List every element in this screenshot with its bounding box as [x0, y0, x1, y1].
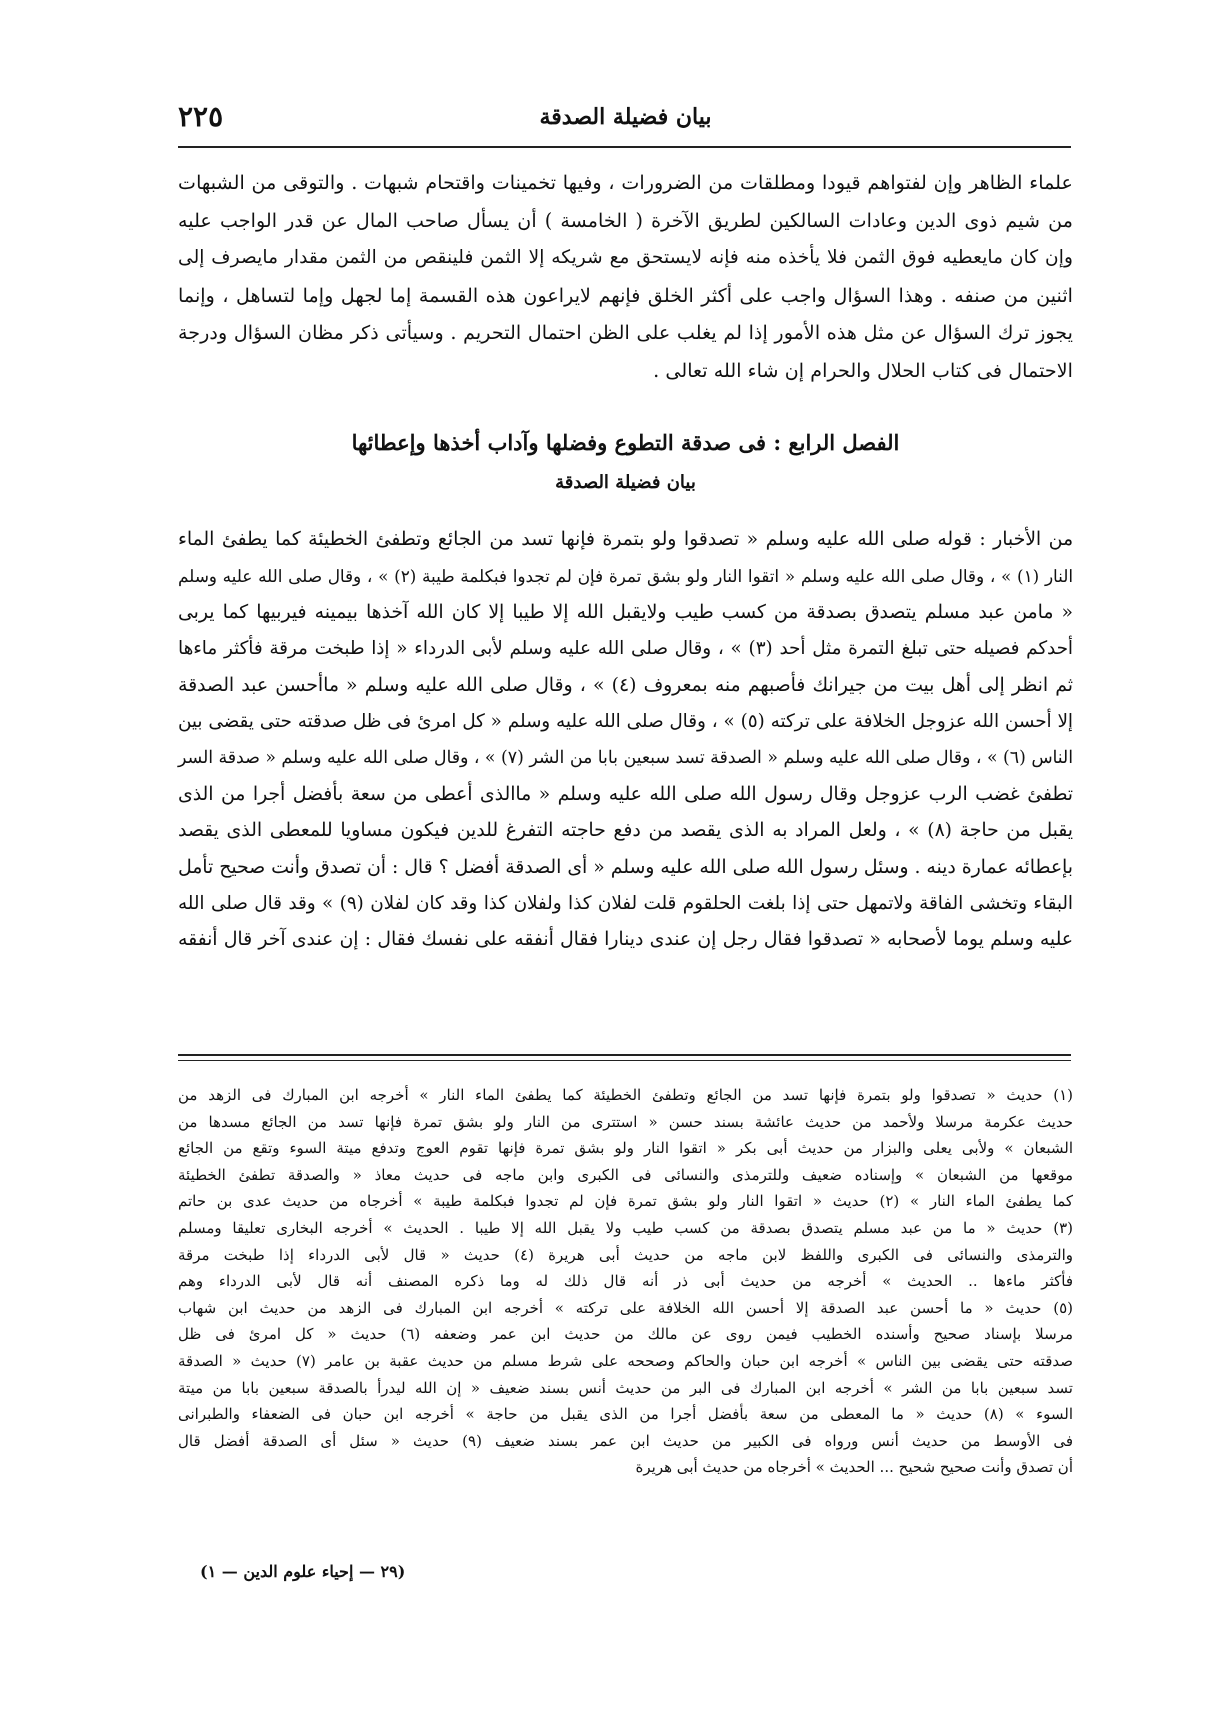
text-line: الاحتمال فى كتاب الحلال والحرام إن شاء الله تعالى .: [653, 358, 1073, 382]
footnote-line: (٣) حديث « ما من عبد مسلم يتصدق بصدقة من كسب طيب ولا يقبل الله إلا طيبا . الحديث » أخرجه البخارى تعليقا ومسلم: [178, 1218, 1073, 1237]
footnote-rule: [178, 1054, 1071, 1061]
footnote-line: فأكثر ماءها .. الحديث » أخرجه من حديث أبى ذر أنه قال ذلك له وما ذكره المصنف أنه قال لأبى الدرداء وهم: [178, 1272, 1073, 1291]
footnote-line: تسد سبعين بابا من الشر » أخرجه ابن المبارك فى البر من حديث أنس بسند ضعيف « إن الله ليدرأ بالصدقة سبعين بابا من ميتة: [178, 1378, 1073, 1397]
section-subheading: بيان فضيلة الصدقة: [555, 472, 696, 493]
text-line: من الأخبار : قوله صلى الله عليه وسلم « تصدقوا ولو بتمرة فإنها تسد من الجائع وتطفئ الخطيئة كما يطفئ الماء: [178, 529, 1073, 550]
text-line: تطفئ غضب الرب عزوجل وقال رسول الله صلى الله عليه وسلم « ماالذى أعطى من سعة بأفضل أجرا من الذى: [178, 783, 1073, 805]
running-header: [178, 100, 1073, 140]
footnote-line: صدقته حتى يقضى بين الناس » أخرجه ابن حبان والحاكم وصححه على شرط مسلم من حديث عقبة بن عامر (٧) حديث « الصدقة: [178, 1351, 1073, 1370]
page-number: ٢٢٥: [178, 100, 224, 133]
body-paragraph-top: [178, 164, 1073, 389]
footnote-line: كما يطفئ الماء النار » (٢) حديث « اتقوا النار ولو بشق تمرة فإن لم تجدوا فبكلمة طيبة » أخرجاه من حديث عدى بن حاتم: [178, 1192, 1074, 1211]
text-line: وإن كان مايعطيه فوق الثمن فلا يأخذه منه فإنه لايستحق مع شريكه إلا الثمن فلينقص من الثمن مقدار مايصرف إلى: [178, 247, 1073, 268]
running-header-title: بيان فضيلة الصدقة: [539, 104, 712, 130]
footnote-line: السوء » (٨) حديث « ما المعطى من سعة بأفضل أجرا من الذى يقبل من حاجة » أخرجه ابن حبان فى الضعفاء والطبرانى: [178, 1405, 1073, 1424]
text-line: « مامن عبد مسلم يتصدق بصدقة من كسب طيب ولايقبل الله إلا طيبا إلا كان الله آخذها بيمينه فيربيها كما يربى: [178, 601, 1073, 623]
text-line: بإعطائه عمارة دينه . وسئل رسول الله صلى الله عليه وسلم « أى الصدقة أفضل ؟ قال : أن تصدق وأنت صحيح تأمل: [178, 856, 1073, 878]
footnote-line: أن تصدق وأنت صحيح شحيح ... الحديث » أخرجاه من حديث أبى هريرة: [635, 1458, 1073, 1477]
text-line: من شيم ذوى الدين وعادات السالكين لطريق الآخرة ( الخامسة ) أن يسأل صاحب المال عن قدر الواجب عليه: [178, 208, 1073, 232]
text-line: البقاء وتخشى الفاقة ولاتمهل حتى إذا بلغت الحلقوم قلت لفلان كذا ولفلان كذا وقد كان لفلان (٩) » وقد قال صلى الله: [178, 893, 1073, 915]
section-heading: الفصل الرابع : فى صدقة التطوع وفضلها وآداب أخذها وإعطائها: [351, 430, 900, 455]
text-line: اثنين من صنفه . وهذا السؤال واجب على أكثر الخلق فإنهم لايراعون هذه القسمة إما لجهل وإما لتساهل ، وإنما: [178, 283, 1073, 307]
body-paragraph-main: [178, 522, 1073, 959]
header-rule: [178, 146, 1071, 148]
text-line: الناس (٦) » ، وقال صلى الله عليه وسلم « الصدقة تسد سبعين بابا من الشر (٧) » ، وقال صلى الله عليه وسلم « صدقة السر: [178, 748, 1073, 769]
printer-signature: (٢٩ — إحياء علوم الدين — ١): [200, 1562, 406, 1581]
text-line: يقبل من حاجة (٨) » ، ولعل المراد به الذى يقصد من دفع حاجته التفرغ للدين فيكون مساويا للمعطى الذى يقصد: [178, 820, 1073, 842]
footnotes: [178, 1082, 1073, 1481]
text-line: النار (١) » ، وقال صلى الله عليه وسلم « اتقوا النار ولو بشق تمرة فإن لم تجدوا فبكلمة طيبة (٢) » ، وقال صلى الله عليه وسلم: [178, 566, 1074, 587]
footnote-line: (١) حديث « تصدقوا ولو بتمرة فإنها تسد من الجائع وتطفئ الخطيئة كما يطفئ الماء النار » أخرجه ابن المبارك فى الزهد من: [178, 1086, 1073, 1104]
footnote-line: حديث عكرمة مرسلا ولأحمد من حديث عائشة بسند حسن « استترى من النار ولو بشق تمرة فإنها تسد من الجائع مسدها من: [178, 1112, 1073, 1131]
footnote-line: فى الأوسط من حديث أنس ورواه فى الكبير من حديث ابن عمر بسند ضعيف (٩) حديث « سئل أى الصدقة أفضل قال: [178, 1431, 1073, 1450]
footnote-line: مرسلا بإسناد صحيح وأسنده الخطيب فيمن روى عن مالك من حديث ابن عمر وضعفه (٦) حديث « كل امرئ فى ظل: [178, 1325, 1073, 1344]
text-line: إلا أحسن الله عزوجل الخلافة على تركته (٥) » ، وقال صلى الله عليه وسلم « كل امرئ فى ظل صدقته حتى يقضى بين: [178, 711, 1073, 733]
text-line: علماء الظاهر وإن لفتواهم قيودا ومطلقات من الضرورات ، وفيها تخمينات واقتحام شبهات . والتوقى من الشبهات: [178, 171, 1073, 194]
text-line: أحدكم فصيله حتى تبلغ التمرة مثل أحد (٣) » ، وقال صلى الله عليه وسلم لأبى الدرداء « إذا طبخت مرقة فأكثر ماءها: [178, 638, 1073, 660]
text-line: يجوز ترك السؤال عن مثل هذه الأمور إذا لم يغلب على الظن احتمال التحريم . وسيأتى ذكر مظان السؤال ودرجة: [178, 321, 1073, 344]
footnote-line: والترمذى والنسائى فى الكبرى واللفظ لابن ماجه من حديث أبى هريرة (٤) حديث « قال لأبى الدرداء إذا طبخت مرقة: [178, 1245, 1074, 1264]
text-line: ثم انظر إلى أهل بيت من جيرانك فأصبهم منه بمعروف (٤) » ، وقال صلى الله عليه وسلم « ماأحسن عبد الصدقة: [178, 674, 1073, 696]
footnote-line: الشبعان » ولأبى يعلى والبزار من حديث أبى بكر « اتقوا النار ولو بشق تمرة فإنها تقوم العوج وتدفع ميتة السوء وتقع من الجائع: [178, 1139, 1073, 1158]
footnote-line: (٥) حديث « ما أحسن عبد الصدقة إلا أحسن الله الخلافة على تركته » أخرجه ابن المبارك فى الزهد من حديث ابن شهاب: [178, 1298, 1073, 1317]
text-line: عليه وسلم يوما لأصحابه « تصدقوا فقال رجل إن عندى دينارا فقال أنفقه على نفسك فقال : إن عندى آخر قال أنفقه: [178, 929, 1073, 951]
footnote-line: موقعها من الشبعان » وإسناده ضعيف وللترمذى والنسائى فى الكبرى وابن ماجه فى حديث معاذ « والصدقة تطفئ الخطيئة: [178, 1165, 1073, 1184]
